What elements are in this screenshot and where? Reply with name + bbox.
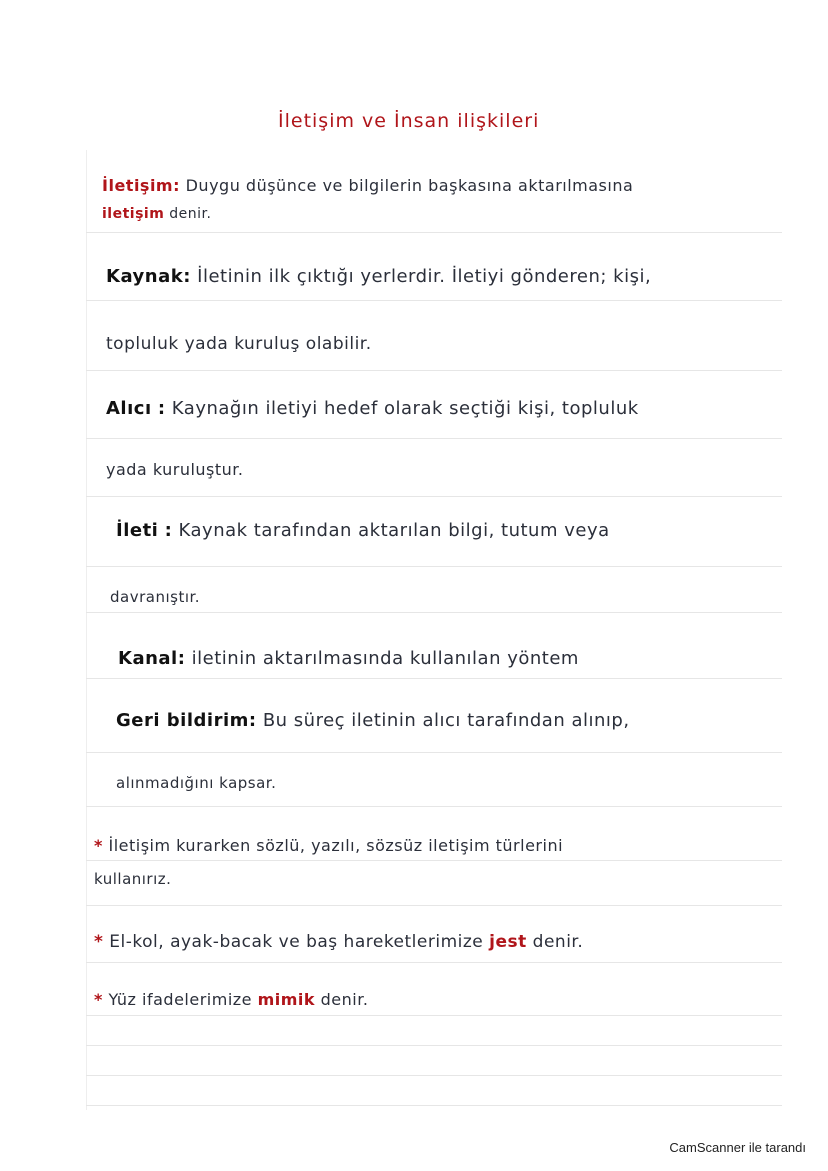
definition-geri-bildirim-continuation: alınmadığını kapsar. xyxy=(116,774,277,792)
ruled-line xyxy=(86,566,782,567)
definition-ileti xyxy=(116,520,610,541)
note-text: Yüz ifadelerimize xyxy=(108,990,252,1009)
ruled-line xyxy=(86,438,782,439)
term-kanal: Kanal xyxy=(118,648,178,669)
definition-iletisim xyxy=(102,176,633,195)
ruled-line xyxy=(86,232,782,233)
ruled-line xyxy=(86,1075,782,1076)
term-separator: : xyxy=(177,648,186,669)
note-highlight-mimik: mimik xyxy=(257,990,316,1009)
ruled-line xyxy=(86,496,782,497)
definition-kanal xyxy=(118,648,579,669)
term-iletisim: İletişim xyxy=(102,176,174,195)
note-iletisim-turleri xyxy=(94,836,563,855)
definition-text: iletinin aktarılmasında kullanılan yöntem xyxy=(191,648,579,669)
definition-kaynak xyxy=(106,266,651,287)
note-iletisim-turleri-continuation: kullanırız. xyxy=(94,870,172,888)
star-icon: * xyxy=(94,836,103,855)
note-text: denir. xyxy=(320,990,369,1009)
ruled-line xyxy=(86,370,782,371)
definition-text: İletinin ilk çıktığı yerlerdir. İletiyi gönderen; kişi, xyxy=(197,266,652,287)
page-title: İletişim ve İnsan ilişkileri xyxy=(278,110,540,132)
term-iletisim-inline: iletişim xyxy=(102,206,165,222)
ruled-line xyxy=(86,1045,782,1046)
definition-text: Bu süreç iletinin alıcı tarafından alınıp, xyxy=(262,710,630,731)
note-text: denir. xyxy=(532,932,584,952)
scanner-watermark: CamScanner ile tarandı xyxy=(669,1140,806,1155)
term-geri-bildirim: Geri bildirim xyxy=(116,710,249,731)
ruled-line xyxy=(86,1105,782,1106)
definition-text: Duygu düşünce ve bilgilerin başkasına aktarılmasına xyxy=(185,176,634,195)
term-separator: : xyxy=(173,176,181,195)
term-alici: Alıcı xyxy=(106,398,152,419)
margin-line xyxy=(86,150,87,1110)
ruled-line xyxy=(86,1015,782,1016)
term-separator: : xyxy=(157,398,166,419)
ruled-line xyxy=(86,806,782,807)
ruled-line xyxy=(86,752,782,753)
definition-text: Kaynağın iletiyi hedef olarak seçtiği kişi, topluluk xyxy=(171,398,639,419)
definition-kaynak-continuation: topluluk yada kuruluş olabilir. xyxy=(106,334,372,354)
definition-geri-bildirim xyxy=(116,710,630,731)
definition-text: Kaynak tarafından aktarılan bilgi, tutum veya xyxy=(178,520,610,541)
term-separator: : xyxy=(183,266,191,287)
definition-alici xyxy=(106,398,639,419)
ruled-line xyxy=(86,905,782,906)
term-separator: : xyxy=(164,520,173,541)
star-icon: * xyxy=(94,932,104,952)
note-text: El-kol, ayak-bacak ve baş hareketlerimize xyxy=(109,932,484,952)
note-text: İletişim kurarken sözlü, yazılı, sözsüz iletişim türlerini xyxy=(108,836,564,855)
definition-alici-continuation: yada kuruluştur. xyxy=(106,460,244,479)
term-ileti: İleti xyxy=(116,520,159,541)
note-highlight-jest: jest xyxy=(489,932,527,952)
definition-ileti-continuation: davranıştır. xyxy=(110,588,201,606)
definition-iletisim-continuation xyxy=(102,206,211,222)
definition-text: denir. xyxy=(169,206,212,222)
ruled-line xyxy=(86,612,782,613)
note-mimik xyxy=(94,990,368,1009)
ruled-line xyxy=(86,860,782,861)
ruled-line xyxy=(86,678,782,679)
term-separator: : xyxy=(248,710,257,731)
ruled-line xyxy=(86,300,782,301)
term-kaynak: Kaynak xyxy=(106,266,184,287)
star-icon: * xyxy=(94,990,103,1009)
ruled-line xyxy=(86,962,782,963)
note-jest xyxy=(94,932,583,952)
